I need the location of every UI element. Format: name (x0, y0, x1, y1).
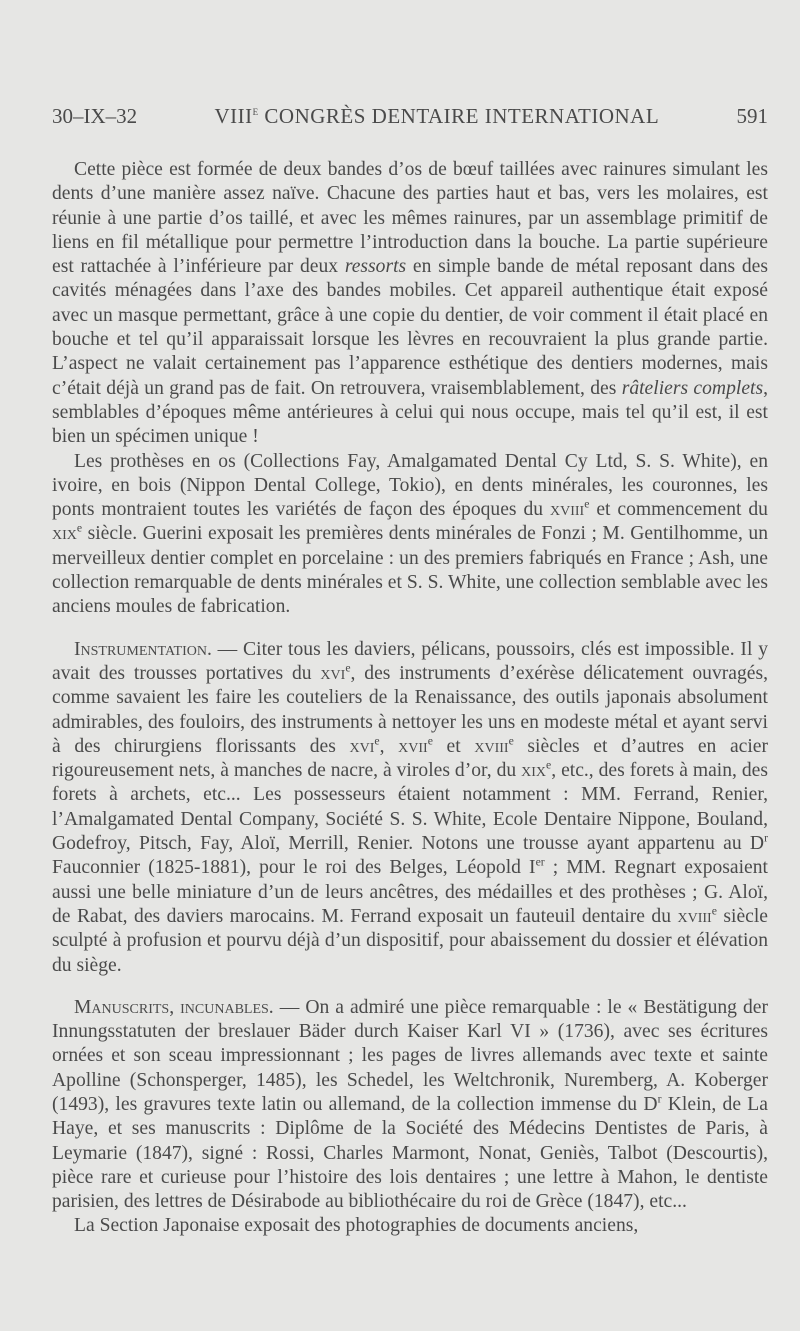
page-number: 591 (736, 104, 768, 128)
paragraph-section-japonaise: La Section Japonaise exposait des photographies de documents anciens, (74, 1215, 639, 1237)
paragraph-denture-description: Cette pièce est formée de deux bandes d’os de bœuf taillées avec rainures simulant les dents d’une manière assez naïve. Chacune des parties haut et bas, vers les molaires, est réunie à une partie d’os taillé, et avec les mêmes rainures, par un assemblage primitif de liens en fil métallique pour permettre l’introduction dans la bouche. La partie supérieure est rattachée à l’inférieure par deux ressorts en simple bande de métal reposant dans des cavités ménagées dans l’axe des bandes mobiles. Cet appareil authentique était exposé avec un masque permettant, grâce à une copie du dentier, de voir comment il était placé en bouche et tel qu’il apparaissait lorsque les lèvres en recouvraient la plus grande partie. L’aspect ne valait certainement pas l’apparence esthétique des dentiers modernes, mais c’était déjà un grand pas de fait. On retrouvera, vraisemblablement, des râteliers complets, semblables d’époques même antérieures à celui qui nous occupe, mais tel qu’il est, il est bien un spécimen unique ! (52, 159, 769, 448)
header-date: 30–IX–32 (52, 104, 138, 128)
paragraph-protheses: Les prothèses en os (Collections Fay, Amalgamated Dental Cy Ltd, S. S. White), en ivoire, en bois (Nippon Dental College, Tokio), en dents minérales, les couronnes, les ponts montraient toutes les variétés de façon des époques du xviii$^e$ et commencement du xix$^e$ siècle. Guerini exposait les premières dents minérales de Fonzi ; M. Gentilhomme, un merveilleux dentier complet en porcelaine : un des premiers fabriqués en France ; Ash, une collection remarquable de dents minérales et S. S. White, une collection semblable avec les anciens moules de fabrication. (52, 450, 768, 618)
paragraph-manuscrits: Manuscrits, incunables. — On a admiré une pièce remarquable : le « Bestätigung der Innungsstatuten der breslauer Bäder durch Kaiser Karl VI » (1736), avec ses écritures ornées et son sceau impressionnant ; les pages de livres allemands avec texte et sainte Apolline (Schonsperger, 1485), les Schedel, les Weltchronik, Nuremberg, A. Koberger (1493), les gravures texte latin ou allemand, de la collection immense du $D^r$ Klein, de La Haye, et ses manuscrits : Diplôme de la Société des Médecins Dentistes de Paris, à Leymarie (1847), signé : Rossi, Charles Marmont, Nonat, Geniès, Talbot (Descourtis), pièce rare et curieuse pour l’histoire des lois dentaires ; une lettre à Mahon, le dentiste parisien, des lettres de Désirabode au bibliothécaire du roi de Grèce (1847), etc... (52, 996, 768, 1213)
section-heading-manuscrits: Manuscrits, incunables. (74, 996, 274, 1018)
header-title: VIIIe CONGRÈS DENTAIRE INTERNATIONAL (214, 104, 660, 128)
section-heading-instrumentation: Instrumentation. (74, 638, 212, 660)
paragraph-instrumentation: Instrumentation. — Citer tous les daviers, pélicans, poussoirs, clés est impossible. Il y avait des trousses portatives du xvi$^e$, des instruments d’exérèse délicatement ouvragés, comme savaient les faire les couteliers de la Renaissance, des outils japonais absolument admirables, des fouloirs, des instruments à nettoyer les uns en modeste métal et ayant servi à des chirurgiens florissants des xvi$^e$, xvii$^e$ et xviii$^e$ siècles et d’autres en acier rigoureusement nets, à manches de nacre, à viroles d’or, du xix$^e$, etc., des forets à main, des forets à archets, etc... Les possesseurs étaient notamment : MM. Ferrand, Renier, l’Amalgamated Dental Company, Société S. S. White, Ecole Dentaire Nippone, Bouland, Godefroy, Pitsch, Fay, Aloï, Merrill, Renier. Notons une trousse ayant appartenu au $D^r$ Fauconnier (1825-1881), pour le roi des Belges, Léopold Ier ; MM. Regnart exposaient aussi une belle miniature d’un de leurs ancêtres, des médailles et des prothèses ; G. Aloï, de Rabat, des daviers marocains. M. Ferrand exposait un fauteuil dentaire du xviii$^e$ siècle sculpté à profusion et pourvu déjà d’un dispositif, pour abaissement du dossier et élévation du siège. (52, 638, 769, 976)
running-header (52, 104, 768, 129)
body-text (52, 158, 768, 1239)
